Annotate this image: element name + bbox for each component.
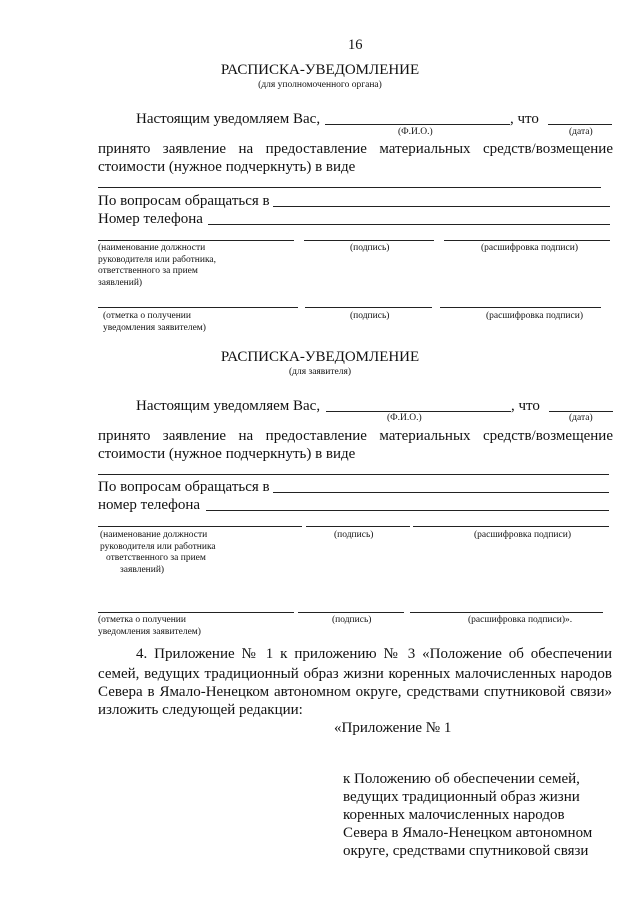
paragraph-4-line-2: семей, ведущих традиционный образ жизни коренных малочисленных народов [98,666,612,682]
appendix-line-3: коренных малочисленных народов [343,807,565,823]
receipt-2-notify-prefix: Настоящим уведомляем Вас, [136,398,321,414]
paragraph-4-line-3: Севера в Ямало-Ненецком автономном округе, средствами спутниковой связи» [98,684,612,700]
receipt-2-signature-line-2[interactable] [298,612,404,613]
receipt-1-contact-line[interactable] [273,206,610,207]
receipt-1-fio-line[interactable] [325,124,510,125]
paragraph-4-line-4: изложить следующей редакции: [98,702,303,718]
receipt-1-decryption-caption-2: (расшифровка подписи) [486,311,583,321]
receipt-1-signature-caption: (подпись) [350,243,390,253]
appendix-line-1: к Положению об обеспечении семей, [343,771,580,787]
receipt-2-notify-suffix: , что [511,398,540,414]
receipt-1-notify-prefix: Настоящим уведомляем Вас, [136,111,321,127]
receipt-1-goods-line[interactable] [98,187,601,188]
receipt-2-fio-caption: (Ф.И.О.) [387,413,422,423]
receipt-2-position-line[interactable] [98,526,302,527]
receipt-1-receipt-mark-line[interactable] [98,307,298,308]
appendix-line-2: ведущих традиционный образ жизни [343,789,580,805]
receipt-1-contact-label: По вопросам обращаться в [98,193,270,209]
appendix-line-5: округе, средствами спутниковой связи [343,843,589,859]
receipt-2-phone-line[interactable] [206,510,609,511]
receipt-1-position-line[interactable] [98,240,294,241]
receipt-1-phone-label: Номер телефона [98,211,203,227]
receipt-2-signature-line[interactable] [306,526,410,527]
receipt-2-date-line[interactable] [549,411,613,412]
receipt-1-notify-suffix: , что [510,111,539,127]
receipt-2-fio-line[interactable] [326,411,511,412]
receipt-1-body-line-2: стоимости (нужное подчеркнуть) в виде [98,159,356,175]
receipt-1-subtitle: (для уполномоченного органа) [258,80,382,90]
receipt-2-decryption-caption: (расшифровка подписи) [474,530,571,540]
receipt-1-position-caption: (наименование должности руководителя или работника, ответственного за прием заявлений) [98,243,217,288]
receipt-1-title: РАСПИСКА-УВЕДОМЛЕНИЕ [220,62,420,78]
receipt-1-fio-caption: (Ф.И.О.) [398,127,433,137]
paragraph-4-line-1: 4. Приложение № 1 к приложению № 3 «Положение об обеспечении [136,646,612,662]
receipt-1-signature-caption-2: (подпись) [350,311,390,321]
receipt-2-decryption-line[interactable] [413,526,609,527]
receipt-1-date-line[interactable] [548,124,612,125]
receipt-1-decryption-line-2[interactable] [440,307,601,308]
appendix-heading: «Приложение № 1 [334,720,452,736]
receipt-2-signature-caption: (подпись) [334,530,374,540]
receipt-2-signature-caption-2: (подпись) [332,615,372,625]
receipt-1-phone-line[interactable] [208,224,610,225]
receipt-2-contact-label: По вопросам обращаться в [98,479,270,495]
receipt-2-contact-line[interactable] [273,492,609,493]
receipt-1-decryption-caption: (расшифровка подписи) [481,243,578,253]
receipt-1-body-line-1: принято заявление на предоставление материальных средств/возмещение [98,141,613,157]
receipt-2-body-line-1: принято заявление на предоставление материальных средств/возмещение [98,428,613,444]
receipt-2-date-caption: (дата) [569,413,593,423]
appendix-line-4: Севера в Ямало-Ненецком автономном [343,825,593,841]
receipt-1-receipt-mark-caption: (отметка о получении уведомления заявителем) [103,311,206,333]
receipt-2-decryption-caption-2: (расшифровка подписи)». [468,615,573,625]
receipt-2-goods-line[interactable] [98,474,609,475]
receipt-2-title: РАСПИСКА-УВЕДОМЛЕНИЕ [220,349,420,365]
receipt-2-receipt-mark-caption: (отметка о получении уведомления заявителем) [98,615,201,637]
receipt-2-decryption-line-2[interactable] [410,612,603,613]
receipt-1-signature-line-2[interactable] [305,307,432,308]
receipt-1-decryption-line[interactable] [444,240,610,241]
receipt-1-signature-line[interactable] [304,240,434,241]
receipt-1-date-caption: (дата) [569,127,593,137]
page-number: 16 [348,37,363,53]
receipt-2-receipt-mark-line[interactable] [98,612,294,613]
receipt-2-position-caption: (наименование должности руководителя или работника ответственного за прием заявлений) [100,530,216,575]
receipt-2-phone-label: номер телефона [98,497,201,513]
receipt-2-subtitle: (для заявителя) [288,367,352,377]
receipt-2-body-line-2: стоимости (нужное подчеркнуть) в виде [98,446,356,462]
